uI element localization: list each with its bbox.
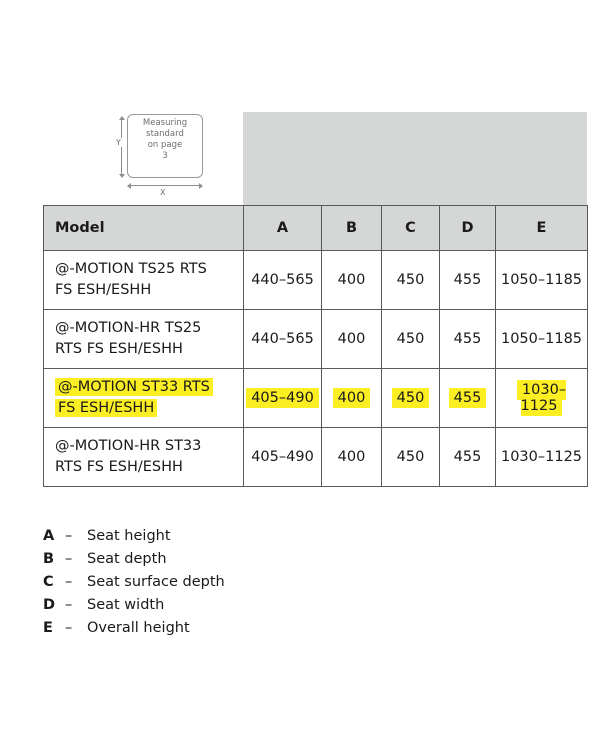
table-row bbox=[44, 310, 588, 369]
legend-dash: – bbox=[65, 597, 73, 613]
diagram-note bbox=[129, 118, 201, 162]
diagram-note-line-1: Measuring bbox=[142, 118, 188, 128]
cell-d: 455 bbox=[440, 310, 496, 369]
legend-text: Overall height bbox=[87, 620, 190, 636]
table-row bbox=[44, 428, 588, 487]
model-line-2: RTS FS ESH/ESHH bbox=[55, 341, 183, 357]
cell-e bbox=[496, 369, 588, 428]
measuring-diagram bbox=[100, 112, 230, 200]
model-line-1: @-MOTION-HR ST33 bbox=[55, 438, 202, 454]
cell-model bbox=[44, 369, 244, 428]
cell-a: 440–565 bbox=[244, 310, 322, 369]
column-header-d: D bbox=[440, 206, 496, 251]
x-axis bbox=[127, 180, 203, 198]
legend-item bbox=[43, 525, 443, 547]
cell-c: 450 bbox=[382, 310, 440, 369]
cell-e: 1030–1125 bbox=[496, 428, 588, 487]
cell-d: 455 bbox=[440, 428, 496, 487]
cell-a: 405–490 bbox=[244, 428, 322, 487]
column-header-a: A bbox=[244, 206, 322, 251]
model-line-2: RTS FS ESH/ESHH bbox=[55, 459, 183, 475]
legend-text: Seat width bbox=[87, 597, 165, 613]
legend-dash: – bbox=[65, 551, 73, 567]
legend-text: Seat depth bbox=[87, 551, 167, 567]
legend-dash: – bbox=[65, 620, 73, 636]
column-header-e: E bbox=[496, 206, 588, 251]
model-line-1: @-MOTION TS25 RTS bbox=[55, 261, 207, 277]
diagram-note-line-2: standard bbox=[146, 129, 184, 139]
cell-b-value: 400 bbox=[333, 388, 371, 408]
legend-key: A bbox=[43, 528, 55, 544]
legend-text: Seat surface depth bbox=[87, 574, 225, 590]
cell-e-value: 1030–1125 bbox=[517, 380, 566, 416]
legend-key: C bbox=[43, 574, 54, 590]
cell-model bbox=[44, 251, 244, 310]
cell-a: 440–565 bbox=[244, 251, 322, 310]
legend-item bbox=[43, 571, 443, 593]
table-row-highlighted bbox=[44, 369, 588, 428]
cell-e: 1050–1185 bbox=[496, 310, 588, 369]
cell-c-value: 450 bbox=[392, 388, 430, 408]
specification-table bbox=[43, 205, 588, 487]
dimension-legend bbox=[43, 525, 443, 640]
cell-d: 455 bbox=[440, 251, 496, 310]
legend-key: B bbox=[43, 551, 55, 567]
cell-d bbox=[440, 369, 496, 428]
x-axis-label: X bbox=[160, 188, 166, 197]
y-axis bbox=[115, 116, 127, 178]
column-header-b: B bbox=[322, 206, 382, 251]
x-axis-arrow-left-icon bbox=[127, 183, 131, 189]
legend-item bbox=[43, 594, 443, 616]
diagram-note-line-3: on page bbox=[147, 140, 183, 150]
x-axis-line bbox=[129, 185, 201, 186]
legend-dash: – bbox=[65, 574, 73, 590]
legend-item bbox=[43, 548, 443, 570]
cell-model bbox=[44, 310, 244, 369]
cell-b: 400 bbox=[322, 310, 382, 369]
cell-b: 400 bbox=[322, 428, 382, 487]
model-line-1: @-MOTION-HR TS25 bbox=[55, 320, 202, 336]
cell-e: 1050–1185 bbox=[496, 251, 588, 310]
cell-b bbox=[322, 369, 382, 428]
legend-text: Seat height bbox=[87, 528, 171, 544]
legend-key: D bbox=[43, 597, 56, 613]
y-axis-arrow-down-icon bbox=[119, 174, 125, 178]
column-header-c: C bbox=[382, 206, 440, 251]
model-line-1: @-MOTION ST33 RTS bbox=[55, 378, 213, 396]
model-line-2: FS ESH/ESHH bbox=[55, 282, 152, 298]
diagram-note-line-4: 3 bbox=[162, 151, 168, 161]
cell-c bbox=[382, 369, 440, 428]
y-axis-line bbox=[121, 118, 122, 176]
cell-a bbox=[244, 369, 322, 428]
x-axis-arrow-right-icon bbox=[199, 183, 203, 189]
legend-key: E bbox=[43, 620, 53, 636]
cell-a-value: 405–490 bbox=[246, 388, 319, 408]
legend-dash: – bbox=[65, 528, 73, 544]
column-header-model: Model bbox=[44, 206, 244, 251]
table-row bbox=[44, 251, 588, 310]
table-header-row bbox=[44, 206, 588, 251]
model-line-2: FS ESH/ESHH bbox=[55, 399, 157, 417]
table-top-grey-band bbox=[243, 112, 587, 205]
y-axis-label: Y bbox=[116, 138, 121, 147]
cell-c: 450 bbox=[382, 428, 440, 487]
cell-c: 450 bbox=[382, 251, 440, 310]
cell-b: 400 bbox=[322, 251, 382, 310]
legend-item bbox=[43, 617, 443, 639]
y-axis-arrow-up-icon bbox=[119, 116, 125, 120]
cell-d-value: 455 bbox=[449, 388, 487, 408]
cell-model bbox=[44, 428, 244, 487]
